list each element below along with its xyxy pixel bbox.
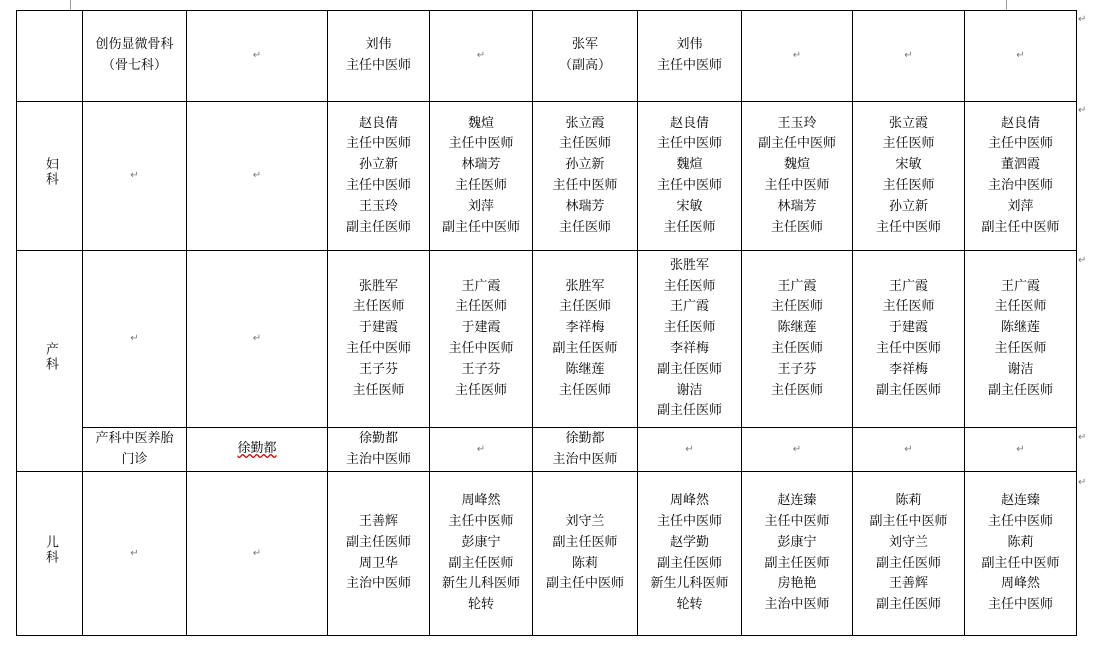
doctor-name: 赵良倩	[358, 115, 398, 131]
doctor-title: 副主任中医师	[981, 219, 1060, 235]
doctor-title: 主任中医师	[656, 513, 722, 529]
dept-name-cell	[83, 428, 187, 472]
doctor-title: 副主任医师	[656, 555, 722, 571]
doctor-name: 刘守兰	[888, 534, 928, 550]
dept-name-line: 创伤显微骨科	[95, 37, 174, 53]
table-cell	[17, 11, 83, 102]
doctor-name: 王子芬	[777, 361, 817, 377]
doctor-name: 魏煊	[676, 157, 703, 173]
paragraph-mark-icon: ↵	[476, 50, 486, 62]
doctor-name: 王玉玲	[777, 115, 817, 131]
doctor-name: 刘伟	[365, 37, 392, 53]
doctor-name: 赵连臻	[1000, 493, 1040, 509]
doctor-title: 主任中医师	[987, 136, 1053, 152]
doctor-title: 主任医师	[770, 341, 823, 356]
dept-name-line: 产科中医养胎	[95, 430, 174, 446]
table-cell	[965, 428, 1077, 472]
doctor-name: 李祥梅	[565, 320, 605, 336]
schedule-cell	[853, 251, 965, 428]
doctor-title: 副主任医师	[875, 597, 941, 613]
doctor-title: 轮转	[467, 597, 494, 613]
schedule-cell	[638, 11, 742, 102]
doctor-title: 副主任医师	[764, 555, 830, 571]
doctor-title: 主任中医师	[448, 136, 514, 152]
doctor-title: 主任医师	[994, 299, 1047, 315]
table-cell	[742, 11, 853, 102]
doctor-name: 周卫华	[358, 555, 398, 571]
table-cell	[187, 11, 328, 102]
doctor-title: 主任中医师	[764, 513, 830, 529]
paragraph-mark-icon: ↵	[252, 170, 262, 182]
table-cell	[965, 11, 1077, 102]
doctor-name: 宋敏	[895, 157, 922, 173]
schedule-cell	[965, 102, 1077, 251]
doctor-title: 主任中医师	[656, 58, 722, 73]
paragraph-mark-icon: ↵	[252, 333, 262, 345]
doctor-name: 王广霞	[669, 299, 709, 315]
doctor-name: 张胜军	[565, 278, 605, 294]
doctor-title: 副主任医师	[875, 382, 941, 398]
schedule-cell	[533, 11, 638, 102]
schedule-cell	[533, 428, 638, 472]
row-end-mark-icon: ↵	[1078, 255, 1087, 266]
paragraph-mark-icon: ↵	[904, 443, 913, 455]
paragraph-mark-icon: ↵	[1016, 50, 1025, 62]
schedule-cell	[853, 472, 965, 636]
doctor-name: 彭康宁	[777, 534, 817, 550]
schedule-cell	[638, 102, 742, 251]
doctor-name: 新生儿科医师	[441, 576, 520, 592]
doctor-title: 副主任中医师	[869, 513, 948, 529]
doctor-title: 副主任医师	[656, 361, 722, 377]
schedule-cell	[742, 251, 853, 428]
table-cell	[187, 472, 328, 636]
table-row-orthopedics	[17, 11, 1077, 102]
doctor-title: 副主任医师	[656, 403, 722, 419]
table-cell	[83, 251, 187, 428]
doctor-name: 魏煊	[467, 115, 494, 131]
doctor-title: 主任中医师	[656, 136, 722, 152]
doctor-title: 主任中医师	[345, 136, 411, 152]
dept-name-line: 门诊	[121, 451, 148, 467]
schedule-cell	[965, 251, 1077, 428]
schedule-cell	[328, 428, 430, 472]
section-title-gynecology: 妇科	[42, 157, 58, 188]
doctor-title: 副主任中医师	[757, 136, 836, 152]
paragraph-mark-icon: ↵	[904, 50, 913, 62]
doctor-name: 张胜军	[358, 278, 398, 294]
schedule-cell	[742, 102, 853, 251]
table-cell	[430, 428, 533, 472]
table-row-gynecology	[17, 102, 1077, 251]
schedule-cell	[638, 251, 742, 428]
doctor-title: 主任中医师	[448, 341, 514, 356]
doctor-name: 刘守兰	[565, 513, 605, 529]
doctor-title: 主任医师	[882, 178, 935, 193]
doctor-name: 彭康宁	[461, 534, 501, 550]
doctor-name: 王子芬	[358, 361, 398, 377]
schedule-cell	[533, 472, 638, 636]
doctor-title: 副主任中医师	[441, 219, 520, 235]
doctor-title: 主任中医师	[345, 341, 411, 356]
doctor-title: 副主任医师	[345, 219, 411, 235]
doctor-name: 周峰然	[461, 493, 501, 509]
doctor-name: 林瑞芳	[461, 157, 501, 173]
row-end-mark-icon: ↵	[1078, 14, 1087, 25]
doctor-title: 副主任中医师	[545, 576, 624, 592]
row-end-mark-icon: ↵	[1078, 477, 1087, 488]
doctor-name: 李祥梅	[888, 361, 928, 377]
doctor-name: 董泗霞	[1000, 157, 1040, 173]
doctor-name: 赵学勤	[669, 534, 709, 550]
doctor-name: 王广霞	[461, 278, 501, 294]
schedule-cell	[328, 472, 430, 636]
doctor-title: 主任医师	[663, 320, 716, 336]
doctor-title: 主治中医师	[764, 597, 830, 613]
table-cell	[638, 428, 742, 472]
table-row-obstetrics-tcm	[17, 428, 1077, 472]
section-header-cell	[17, 251, 83, 472]
doctor-title: 副主任医师	[345, 534, 411, 550]
table-cell	[83, 102, 187, 251]
doctor-title: 副主任医师	[448, 555, 514, 571]
doctor-name: 刘伟	[676, 37, 703, 53]
doctor-name: 张军	[571, 37, 598, 53]
doctor-title: 副主任医师	[552, 341, 618, 356]
doctor-name: 于建霞	[461, 320, 501, 336]
section-title-obstetrics: 产科	[42, 342, 58, 373]
doctor-title: 主任医师	[663, 278, 716, 294]
doctor-title: 主任中医师	[987, 597, 1053, 613]
table-row-pediatrics	[17, 472, 1077, 636]
doctor-title: 主任医师	[454, 178, 507, 193]
doctor-title: 主任中医师	[875, 341, 941, 356]
doctor-title: 主任医师	[882, 136, 935, 152]
section-title-pediatrics: 儿科	[42, 534, 58, 565]
doctor-name: 新生儿科医师	[650, 576, 729, 592]
doctor-name: 陈莉	[895, 493, 922, 509]
schedule-cell	[328, 11, 430, 102]
doctor-title: 主任中医师	[764, 178, 830, 193]
doctor-name: 谢洁	[1007, 361, 1034, 377]
doctor-name: 张胜军	[669, 257, 709, 273]
doctor-title: 主任医师	[770, 219, 823, 235]
doctor-name: 周峰然	[1000, 576, 1040, 592]
doctor-title: 主治中医师	[345, 451, 411, 467]
doctor-name: 王广霞	[1000, 278, 1040, 294]
schedule-cell	[533, 102, 638, 251]
clinic-schedule-table	[16, 10, 1077, 636]
doctor-name: 徐勤都	[237, 441, 277, 457]
schedule-cell	[742, 472, 853, 636]
paragraph-mark-icon: ↵	[252, 50, 262, 62]
doctor-title: 主任医师	[558, 136, 611, 152]
doctor-title: 主任中医师	[345, 58, 411, 73]
doctor-name: 徐勤都	[565, 430, 605, 446]
doctor-name: 刘萍	[1007, 198, 1034, 214]
doctor-name: 刘萍	[467, 198, 494, 214]
table-cell	[187, 102, 328, 251]
doctor-title: 副主任中医师	[981, 555, 1060, 571]
schedule-cell	[533, 251, 638, 428]
table-cell	[430, 11, 533, 102]
doctor-name: 于建霞	[358, 320, 398, 336]
schedule-cell	[638, 472, 742, 636]
doctor-title: 轮转	[676, 597, 703, 613]
doctor-name: 赵良倩	[1000, 115, 1040, 131]
doctor-title: 主任医师	[558, 299, 611, 315]
doctor-title: 主任中医师	[875, 219, 941, 235]
doctor-title: 主任医师	[770, 382, 823, 398]
doctor-name: 王子芬	[461, 361, 501, 377]
table-cell	[187, 251, 328, 428]
doctor-cell	[187, 428, 328, 472]
doctor-name: 孙立新	[565, 157, 605, 173]
doctor-title: 副主任医师	[875, 555, 941, 571]
doctor-name: 王广霞	[777, 278, 817, 294]
schedule-cell	[965, 472, 1077, 636]
paragraph-mark-icon: ↵	[130, 333, 139, 345]
table-cell	[853, 11, 965, 102]
doctor-title: 主任中医师	[656, 178, 722, 193]
dept-name-cell	[83, 11, 187, 102]
table-cell	[742, 428, 853, 472]
schedule-cell	[430, 251, 533, 428]
table-cell	[83, 472, 187, 636]
paragraph-mark-icon: ↵	[130, 547, 139, 559]
section-header-cell	[17, 102, 83, 251]
doctor-title: 主任医师	[882, 299, 935, 315]
doctor-title: 副主任医师	[987, 382, 1053, 398]
doctor-name: 林瑞芳	[565, 198, 605, 214]
doctor-name: 周峰然	[669, 493, 709, 509]
doctor-title: 主任医师	[558, 382, 611, 398]
doctor-name: 赵良倩	[669, 115, 709, 131]
doctor-title: 主任医师	[558, 219, 611, 235]
doctor-title: 主治中医师	[552, 451, 618, 467]
doctor-name: 房艳艳	[777, 576, 817, 592]
doctor-name: 谢洁	[676, 382, 703, 398]
doctor-name: 王玉玲	[358, 198, 398, 214]
paragraph-mark-icon: ↵	[476, 443, 486, 455]
paragraph-mark-icon: ↵	[792, 443, 802, 455]
doctor-name: 张立霞	[888, 115, 928, 131]
doctor-title: 主任医师	[994, 341, 1047, 356]
doctor-name: 赵连臻	[777, 493, 817, 509]
doctor-name: 陈继莲	[1000, 320, 1040, 336]
schedule-cell	[430, 472, 533, 636]
doctor-name: 徐勤都	[358, 430, 398, 446]
doctor-name: 王善辉	[888, 576, 928, 592]
table-row-obstetrics	[17, 251, 1077, 428]
doctor-title: 主治中医师	[345, 576, 411, 592]
doctor-title: 主治中医师	[987, 178, 1053, 193]
schedule-cell	[328, 251, 430, 428]
doctor-name: 王善辉	[358, 513, 398, 529]
doctor-name: 魏煊	[783, 157, 810, 173]
doctor-title: （副高）	[558, 58, 611, 73]
doctor-title: 主任医师	[663, 219, 716, 235]
row-end-mark-icon: ↵	[1078, 105, 1087, 116]
doctor-title: 主任医师	[770, 299, 823, 315]
schedule-cell	[430, 102, 533, 251]
schedule-cell	[853, 102, 965, 251]
doctor-name: 林瑞芳	[777, 198, 817, 214]
doctor-name: 陈继莲	[777, 320, 817, 336]
row-end-mark-icon: ↵	[1078, 432, 1087, 443]
paragraph-mark-icon: ↵	[792, 50, 802, 62]
doctor-title: 主任医师	[454, 299, 507, 315]
doctor-title: 副主任医师	[552, 534, 618, 550]
doctor-name: 陈继莲	[565, 361, 605, 377]
doctor-name: 陈莉	[1007, 534, 1034, 550]
doctor-name: 陈莉	[571, 555, 598, 571]
doctor-title: 主任中医师	[552, 178, 618, 193]
paragraph-mark-icon: ↵	[252, 547, 262, 559]
doctor-name: 李祥梅	[669, 341, 709, 356]
doctor-title: 主任中医师	[987, 513, 1053, 529]
section-header-cell	[17, 472, 83, 636]
dept-name-line: （骨七科）	[101, 58, 167, 73]
paragraph-mark-icon: ↵	[1016, 443, 1025, 455]
doctor-title: 主任医师	[454, 382, 507, 398]
doctor-title: 主任医师	[352, 382, 405, 398]
table-cell	[853, 428, 965, 472]
doctor-name: 宋敏	[676, 198, 703, 214]
doctor-name: 于建霞	[888, 320, 928, 336]
doctor-name: 张立霞	[565, 115, 605, 131]
doctor-name: 孙立新	[888, 198, 928, 214]
schedule-cell	[328, 102, 430, 251]
doctor-title: 主任医师	[352, 299, 405, 315]
doctor-title: 主任中医师	[345, 178, 411, 193]
doctor-name: 王广霞	[888, 278, 928, 294]
paragraph-mark-icon: ↵	[130, 170, 139, 182]
doctor-name: 孙立新	[358, 157, 398, 173]
doctor-title: 主任中医师	[448, 513, 514, 529]
paragraph-mark-icon: ↵	[685, 443, 694, 455]
